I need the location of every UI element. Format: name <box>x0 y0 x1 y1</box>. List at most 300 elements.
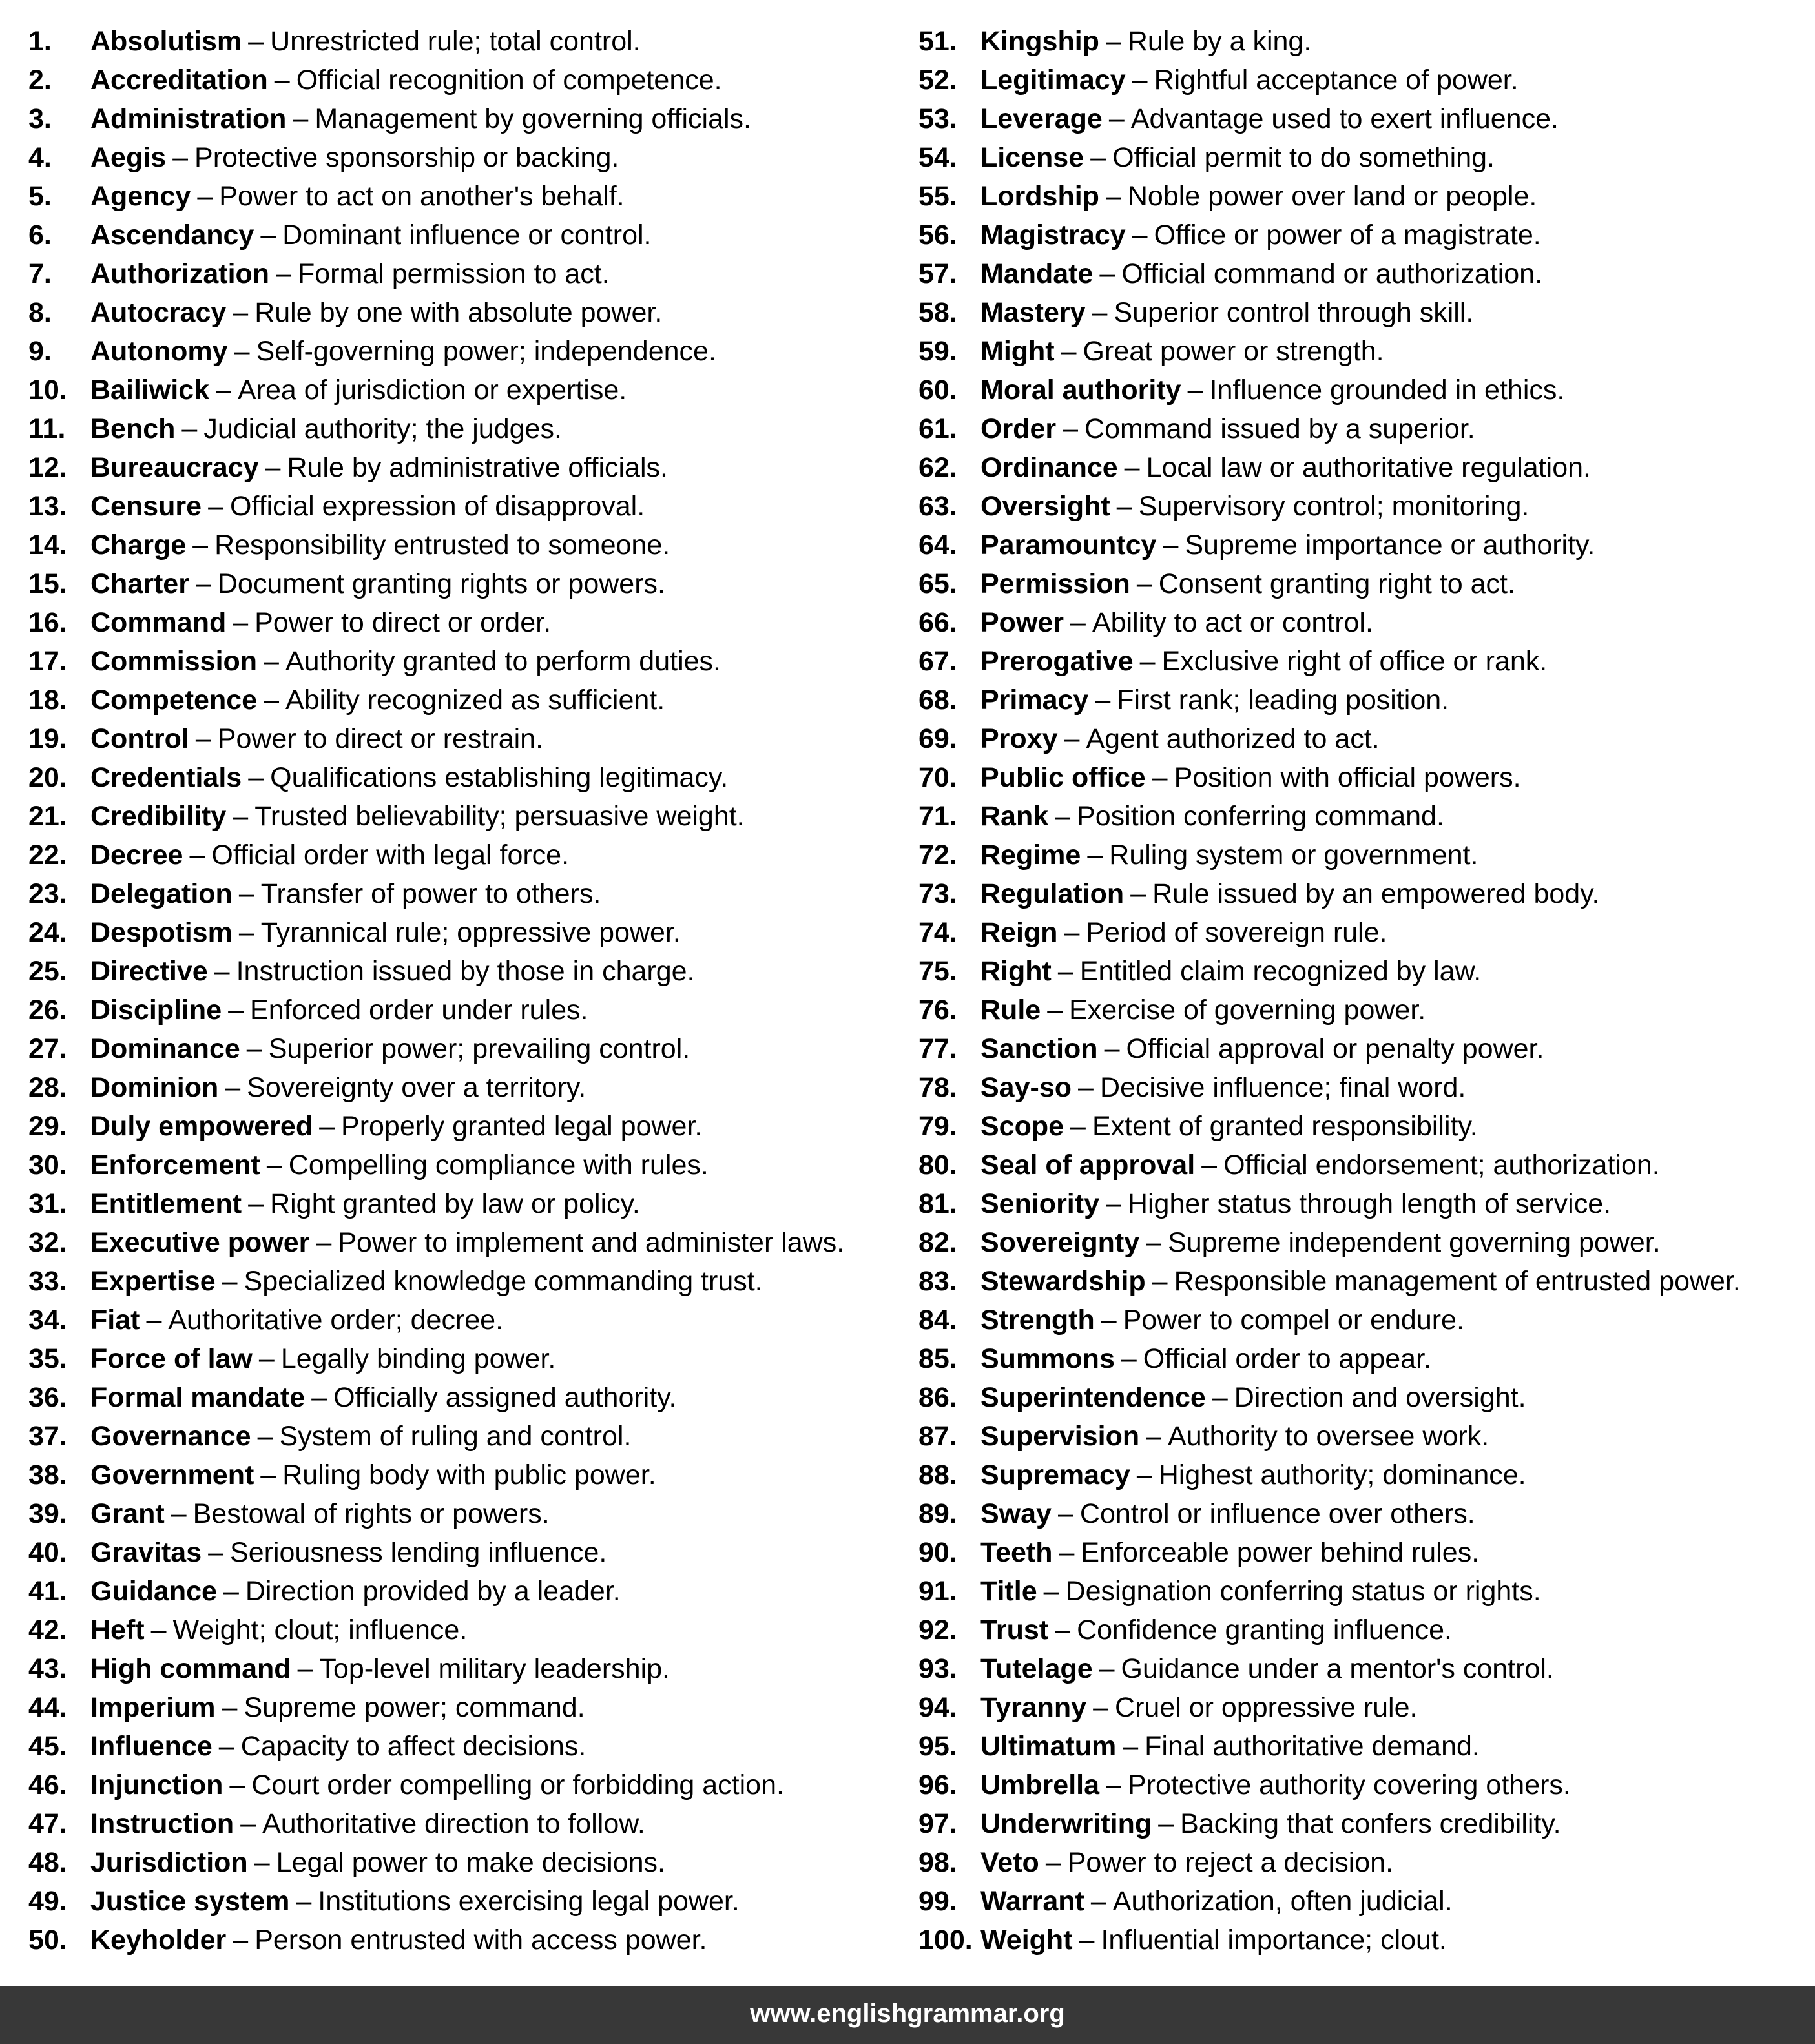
item-number: 53. <box>918 103 957 134</box>
item-term: Bureaucracy <box>90 452 259 483</box>
item-number: 77. <box>918 1033 957 1064</box>
item-separator: – <box>1099 1653 1115 1684</box>
item-term: Say-so <box>980 1072 1072 1103</box>
item-separator: – <box>238 878 254 909</box>
item-separator: – <box>265 452 281 483</box>
item-term: Aegis <box>90 142 167 173</box>
list-item <box>28 1107 844 1146</box>
item-term: Superintendence <box>980 1382 1206 1413</box>
item-separator: – <box>171 1498 187 1529</box>
item-definition: Extent of granted responsibility. <box>1092 1111 1478 1142</box>
item-number: 80. <box>918 1150 957 1181</box>
item-definition: Position with official powers. <box>1174 762 1521 793</box>
item-definition: Highest authority; dominance. <box>1158 1460 1526 1491</box>
item-number: 65. <box>918 568 957 599</box>
item-definition: Official command or authorization. <box>1121 258 1543 289</box>
list-item <box>918 22 1741 61</box>
item-definition: Sovereignty over a territory. <box>247 1072 586 1103</box>
item-definition: Power to act on another's behalf. <box>219 181 625 212</box>
item-separator: – <box>233 1925 249 1956</box>
item-term: Dominion <box>90 1072 219 1103</box>
item-number: 56. <box>918 220 957 251</box>
item-number: 8. <box>28 297 52 328</box>
item-number: 9. <box>28 336 52 367</box>
item-term: Formal mandate <box>90 1382 306 1413</box>
item-definition: Position conferring command. <box>1077 801 1444 832</box>
item-term: Discipline <box>90 995 222 1026</box>
item-term: Trust <box>980 1615 1049 1646</box>
list-item <box>28 61 844 99</box>
item-number: 85. <box>918 1343 957 1374</box>
item-term: Warrant <box>980 1886 1084 1917</box>
item-definition: Rule by a king. <box>1127 26 1312 57</box>
item-separator: – <box>233 607 249 638</box>
item-separator: – <box>1146 1227 1162 1258</box>
list-item <box>28 1572 844 1611</box>
item-term: Mandate <box>980 258 1094 289</box>
item-number: 76. <box>918 995 957 1026</box>
item-separator: – <box>182 413 198 444</box>
item-term: Autocracy <box>90 297 227 328</box>
list-item <box>28 1068 844 1107</box>
item-separator: – <box>1132 220 1148 251</box>
item-definition: Command issued by a superior. <box>1084 413 1475 444</box>
list-item <box>918 1262 1741 1301</box>
list-item <box>918 99 1741 138</box>
item-definition: Dominant influence or control. <box>282 220 652 251</box>
item-separator: – <box>311 1382 327 1413</box>
item-number: 75. <box>918 956 957 987</box>
list-item <box>28 371 844 409</box>
item-number: 36. <box>28 1382 67 1413</box>
item-number: 67. <box>918 646 957 677</box>
list-item <box>28 1456 844 1494</box>
item-separator: – <box>195 568 211 599</box>
item-number: 47. <box>28 1808 67 1839</box>
item-number: 68. <box>918 685 957 716</box>
item-number: 78. <box>918 1072 957 1103</box>
item-separator: – <box>1124 452 1140 483</box>
item-definition: Control or influence over others. <box>1079 1498 1475 1529</box>
item-definition: Decisive influence; final word. <box>1099 1072 1466 1103</box>
item-separator: – <box>1158 1808 1174 1839</box>
item-definition: Capacity to affect decisions. <box>240 1731 586 1762</box>
item-term: Order <box>980 413 1057 444</box>
item-separator: – <box>240 1808 256 1839</box>
item-separator: – <box>172 142 189 173</box>
item-definition: Designation conferring status or rights. <box>1065 1576 1541 1607</box>
item-definition: Official order with legal force. <box>211 840 570 871</box>
list-item <box>918 1572 1741 1611</box>
item-definition: Power to direct or restrain. <box>217 723 544 754</box>
list-item <box>28 874 844 913</box>
item-term: Ordinance <box>980 452 1118 483</box>
list-item <box>28 1649 844 1688</box>
item-number: 42. <box>28 1615 67 1646</box>
item-separator: – <box>1079 1925 1095 1956</box>
item-definition: Supervisory control; monitoring. <box>1138 491 1530 522</box>
list-item <box>918 254 1741 293</box>
item-definition: Management by governing officials. <box>315 103 751 134</box>
list-item <box>28 758 844 797</box>
item-separator: – <box>1136 1460 1152 1491</box>
item-term: Stewardship <box>980 1266 1146 1297</box>
word-list-column-left <box>28 22 844 1959</box>
item-term: Gravitas <box>90 1537 202 1568</box>
item-definition: Ruling body with public power. <box>282 1460 656 1491</box>
list-item <box>918 1107 1741 1146</box>
item-term: Dominance <box>90 1033 240 1064</box>
item-term: Credentials <box>90 762 242 793</box>
item-term: Moral authority <box>980 375 1181 406</box>
item-number: 11. <box>28 413 66 444</box>
item-number: 50. <box>28 1925 67 1956</box>
item-term: Tyranny <box>980 1692 1087 1723</box>
item-number: 20. <box>28 762 67 793</box>
item-term: Leverage <box>980 103 1103 134</box>
item-definition: Official order to appear. <box>1143 1343 1431 1374</box>
item-definition: Exclusive right of office or rank. <box>1161 646 1548 677</box>
item-separator: – <box>225 1072 241 1103</box>
item-term: Supremacy <box>980 1460 1130 1491</box>
item-separator: – <box>264 685 279 716</box>
item-number: 93. <box>918 1653 957 1684</box>
item-number: 87. <box>918 1421 957 1452</box>
list-item <box>918 681 1741 719</box>
item-separator: – <box>1045 1847 1061 1878</box>
item-number: 100. <box>918 1925 973 1956</box>
item-separator: – <box>216 375 231 406</box>
item-number: 3. <box>28 103 52 134</box>
list-item <box>28 836 844 874</box>
item-number: 52. <box>918 65 957 96</box>
item-separator: – <box>1163 530 1179 561</box>
list-item <box>28 1184 844 1223</box>
item-definition: Rule by one with absolute power. <box>254 297 663 328</box>
list-item <box>918 1727 1741 1766</box>
item-separator: – <box>1059 1537 1075 1568</box>
item-term: Scope <box>980 1111 1064 1142</box>
item-number: 13. <box>28 491 67 522</box>
item-definition: Power to reject a decision. <box>1067 1847 1394 1878</box>
item-separator: – <box>296 1886 312 1917</box>
item-number: 2. <box>28 65 52 96</box>
item-definition: Enforceable power behind rules. <box>1081 1537 1480 1568</box>
item-number: 95. <box>918 1731 957 1762</box>
item-term: Supervision <box>980 1421 1140 1452</box>
item-separator: – <box>264 646 279 677</box>
item-term: Imperium <box>90 1692 216 1723</box>
item-number: 17. <box>28 646 67 677</box>
list-item <box>28 1688 844 1727</box>
item-separator: – <box>293 103 309 134</box>
item-number: 44. <box>28 1692 67 1723</box>
item-term: Ascendancy <box>90 220 254 251</box>
item-separator: – <box>258 1343 275 1374</box>
list-item <box>28 681 844 719</box>
item-number: 82. <box>918 1227 957 1258</box>
item-number: 49. <box>28 1886 67 1917</box>
item-term: Bailiwick <box>90 375 210 406</box>
item-term: Seniority <box>980 1188 1099 1219</box>
item-definition: Advantage used to exert influence. <box>1130 103 1559 134</box>
item-separator: – <box>248 1188 264 1219</box>
item-number: 18. <box>28 685 67 716</box>
item-separator: – <box>1064 723 1080 754</box>
item-term: Tutelage <box>980 1653 1093 1684</box>
item-term: Paramountcy <box>980 530 1157 561</box>
item-definition: Great power or strength. <box>1083 336 1384 367</box>
item-term: Commission <box>90 646 258 677</box>
list-item <box>918 409 1741 448</box>
list-item <box>28 1223 844 1262</box>
item-term: Proxy <box>980 723 1058 754</box>
list-item <box>28 1378 844 1417</box>
item-definition: Document granting rights or powers. <box>217 568 665 599</box>
item-definition: Responsibility entrusted to someone. <box>214 530 670 561</box>
item-number: 74. <box>918 917 957 948</box>
item-term: Kingship <box>980 26 1099 57</box>
item-term: Governance <box>90 1421 251 1452</box>
item-definition: Supreme independent governing power. <box>1168 1227 1661 1258</box>
item-definition: Legal power to make decisions. <box>276 1847 665 1878</box>
list-item <box>918 448 1741 487</box>
item-term: Lordship <box>980 181 1099 212</box>
item-number: 55. <box>918 181 957 212</box>
item-separator: – <box>1057 956 1073 987</box>
item-number: 10. <box>28 375 67 406</box>
item-number: 61. <box>918 413 957 444</box>
item-definition: Power to implement and administer laws. <box>338 1227 845 1258</box>
list-item <box>918 138 1741 177</box>
item-definition: Right granted by law or policy. <box>270 1188 640 1219</box>
item-definition: Official recognition of competence. <box>296 65 722 96</box>
item-separator: – <box>1055 801 1071 832</box>
item-separator: – <box>1123 1731 1139 1762</box>
list-item <box>918 293 1741 332</box>
item-separator: – <box>1106 1188 1121 1219</box>
item-term: Regime <box>980 840 1081 871</box>
item-number: 35. <box>28 1343 67 1374</box>
item-number: 43. <box>28 1653 67 1684</box>
list-item <box>918 1804 1741 1843</box>
item-separator: – <box>214 956 230 987</box>
item-separator: – <box>1212 1382 1228 1413</box>
item-separator: – <box>274 65 290 96</box>
item-separator: – <box>234 336 250 367</box>
item-separator: – <box>1061 336 1077 367</box>
list-item <box>28 913 844 952</box>
item-definition: Official approval or penalty power. <box>1126 1033 1544 1064</box>
list-item <box>918 1378 1741 1417</box>
item-number: 51. <box>918 26 957 57</box>
item-separator: – <box>1078 1072 1094 1103</box>
item-number: 4. <box>28 142 52 173</box>
list-item <box>918 1184 1741 1223</box>
item-number: 14. <box>28 530 67 561</box>
item-definition: Instruction issued by those in charge. <box>236 956 695 987</box>
item-separator: – <box>1055 1615 1071 1646</box>
item-separator: – <box>197 181 213 212</box>
list-item <box>28 1146 844 1184</box>
item-separator: – <box>1101 1305 1117 1336</box>
item-definition: Confidence granting influence. <box>1077 1615 1452 1646</box>
item-number: 59. <box>918 336 957 367</box>
item-term: Agency <box>90 181 191 212</box>
item-number: 30. <box>28 1150 67 1181</box>
list-item <box>918 1146 1741 1184</box>
list-item <box>28 216 844 254</box>
item-definition: Backing that confers credibility. <box>1180 1808 1561 1839</box>
item-separator: – <box>1108 103 1125 134</box>
item-number: 33. <box>28 1266 67 1297</box>
item-term: Sovereignty <box>980 1227 1140 1258</box>
list-item <box>28 1029 844 1068</box>
item-separator: – <box>222 1692 238 1723</box>
item-number: 70. <box>918 762 957 793</box>
item-number: 39. <box>28 1498 67 1529</box>
item-number: 26. <box>28 995 67 1026</box>
list-item <box>28 1417 844 1456</box>
item-separator: – <box>1090 1886 1106 1917</box>
item-definition: Institutions exercising legal power. <box>318 1886 740 1917</box>
item-definition: Judicial authority; the judges. <box>203 413 562 444</box>
item-term: Jurisdiction <box>90 1847 248 1878</box>
item-number: 54. <box>918 142 957 173</box>
item-term: Right <box>980 956 1052 987</box>
item-separator: – <box>1121 1343 1137 1374</box>
item-term: Public office <box>980 762 1146 793</box>
item-definition: Authorization, often judicial. <box>1112 1886 1453 1917</box>
item-separator: – <box>1201 1150 1218 1181</box>
list-item <box>918 952 1741 991</box>
item-separator: – <box>246 1033 262 1064</box>
list-item <box>918 874 1741 913</box>
item-number: 96. <box>918 1770 957 1801</box>
item-definition: Responsible management of entrusted power. <box>1174 1266 1741 1297</box>
item-term: Permission <box>980 568 1130 599</box>
list-item <box>918 603 1741 642</box>
item-term: Regulation <box>980 878 1125 909</box>
list-item <box>918 797 1741 836</box>
item-number: 84. <box>918 1305 957 1336</box>
item-separator: – <box>1105 26 1121 57</box>
list-item <box>918 1921 1741 1959</box>
item-number: 69. <box>918 723 957 754</box>
item-definition: First rank; leading position. <box>1117 685 1449 716</box>
item-separator: – <box>218 1731 234 1762</box>
item-number: 58. <box>918 297 957 328</box>
item-number: 88. <box>918 1460 957 1491</box>
item-number: 21. <box>28 801 67 832</box>
item-definition: Unrestricted rule; total control. <box>270 26 641 57</box>
item-definition: Rule by administrative officials. <box>287 452 668 483</box>
item-definition: Direction and oversight. <box>1234 1382 1526 1413</box>
item-term: Power <box>980 607 1064 638</box>
item-number: 79. <box>918 1111 957 1142</box>
item-definition: Person entrusted with access power. <box>254 1925 707 1956</box>
item-term: Underwriting <box>980 1808 1152 1839</box>
item-term: Umbrella <box>980 1770 1100 1801</box>
item-definition: Exercise of governing power. <box>1069 995 1426 1026</box>
item-definition: Enforced order under rules. <box>250 995 588 1026</box>
item-separator: – <box>1116 491 1132 522</box>
list-item <box>28 1843 844 1882</box>
item-term: High command <box>90 1653 291 1684</box>
item-term: Legitimacy <box>980 65 1126 96</box>
item-term: Enforcement <box>90 1150 260 1181</box>
item-definition: Officially assigned authority. <box>333 1382 677 1413</box>
item-term: Entitlement <box>90 1188 242 1219</box>
item-term: Summons <box>980 1343 1115 1374</box>
list-item <box>28 293 844 332</box>
item-definition: Supreme importance or authority. <box>1185 530 1595 561</box>
item-separator: – <box>233 297 249 328</box>
item-definition: Power to direct or order. <box>254 607 552 638</box>
item-number: 37. <box>28 1421 67 1452</box>
list-item <box>918 526 1741 564</box>
list-item <box>918 332 1741 371</box>
item-separator: – <box>260 1460 276 1491</box>
item-number: 32. <box>28 1227 67 1258</box>
item-term: Might <box>980 336 1055 367</box>
item-separator: – <box>223 1576 239 1607</box>
list-item <box>918 371 1741 409</box>
item-definition: Consent granting right to act. <box>1158 568 1515 599</box>
item-term: Reign <box>980 917 1058 948</box>
item-separator: – <box>319 1111 335 1142</box>
item-separator: – <box>1104 1033 1120 1064</box>
item-term: Absolutism <box>90 26 242 57</box>
item-definition: Specialized knowledge commanding trust. <box>244 1266 763 1297</box>
item-term: Expertise <box>90 1266 216 1297</box>
list-item <box>28 409 844 448</box>
list-item <box>918 564 1741 603</box>
item-number: 22. <box>28 840 67 871</box>
footer-url[interactable]: www.englishgrammar.org <box>750 1999 1065 2028</box>
item-number: 46. <box>28 1770 67 1801</box>
item-term: Keyholder <box>90 1925 227 1956</box>
item-definition: Protective authority covering others. <box>1127 1770 1571 1801</box>
item-term: Censure <box>90 491 202 522</box>
item-separator: – <box>1092 297 1108 328</box>
item-definition: Authoritative order; decree. <box>168 1305 504 1336</box>
item-term: Fiat <box>90 1305 140 1336</box>
item-separator: – <box>1106 1770 1121 1801</box>
item-number: 60. <box>918 375 957 406</box>
item-separator: – <box>276 258 291 289</box>
item-definition: Local law or authoritative regulation. <box>1146 452 1591 483</box>
list-item <box>918 642 1741 681</box>
item-term: Title <box>980 1576 1037 1607</box>
item-separator: – <box>229 1770 245 1801</box>
list-item <box>918 1417 1741 1456</box>
item-separator: – <box>1132 65 1148 96</box>
item-separator: – <box>150 1615 167 1646</box>
item-number: 94. <box>918 1692 957 1723</box>
list-item <box>28 952 844 991</box>
item-separator: – <box>1095 685 1111 716</box>
item-separator: – <box>195 723 211 754</box>
list-item <box>918 719 1741 758</box>
item-number: 99. <box>918 1886 957 1917</box>
list-item <box>28 1339 844 1378</box>
item-separator: – <box>222 1266 238 1297</box>
item-term: Autonomy <box>90 336 228 367</box>
item-number: 6. <box>28 220 52 251</box>
item-term: Primacy <box>980 685 1089 716</box>
item-number: 29. <box>28 1111 67 1142</box>
